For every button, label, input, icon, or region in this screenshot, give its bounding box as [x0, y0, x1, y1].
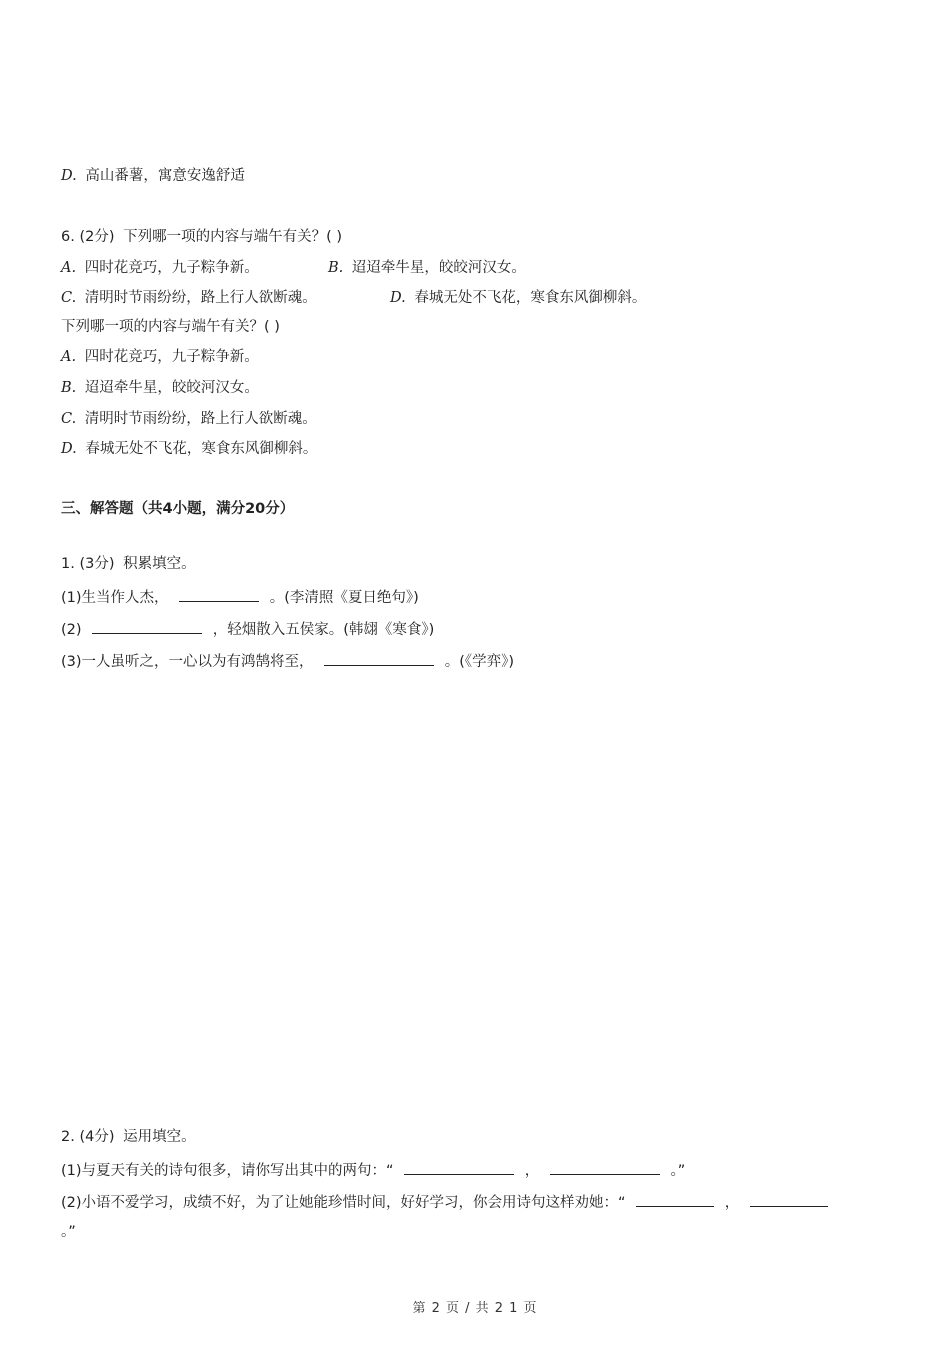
question-score: (3分): [79, 556, 115, 572]
item-separator: ，: [524, 1163, 540, 1179]
q6-list-option-c: [61, 409, 317, 429]
option-text: 高山番薯，寓意安逸舒适: [85, 168, 245, 184]
question-number: 6.: [61, 229, 75, 245]
q1-item-3: [61, 651, 514, 672]
q6-stem: [61, 227, 342, 247]
item-suffix: ，轻烟散入五侯家。(韩翃《寒食》): [212, 622, 435, 638]
option-letter: D.: [61, 441, 77, 457]
question-score: (4分): [79, 1129, 115, 1145]
answer-blank[interactable]: [92, 619, 202, 634]
answer-blank[interactable]: [404, 1160, 514, 1175]
option-letter: B.: [328, 260, 344, 276]
q6-option-c: [61, 288, 317, 308]
q6-option-b: [328, 258, 526, 278]
page-footer: 第 2 页 / 共 2 1 页: [412, 1301, 538, 1316]
answer-blank[interactable]: [179, 587, 259, 602]
option-text: 春城无处不飞花，寒食东风御柳斜。: [414, 290, 647, 306]
q6-list-option-a: [61, 347, 259, 367]
q1-stem: [61, 554, 196, 574]
q6-list-option-b: [61, 378, 259, 398]
q2-stem: [61, 1127, 196, 1147]
question-score: (2分): [79, 229, 115, 245]
item-prefix: (1)生当作人杰，: [61, 590, 169, 606]
option-text: 清明时节雨纷纷，路上行人欲断魂。: [84, 411, 317, 427]
option-letter: C.: [61, 290, 77, 306]
q1-item-1: [61, 587, 419, 608]
question-text: 运用填空。: [123, 1129, 196, 1145]
option-text: 迢迢牵牛星，皎皎河汉女。: [84, 380, 259, 396]
question-number: 2.: [61, 1129, 75, 1145]
option-text: 春城无处不飞花，寒食东风御柳斜。: [85, 441, 318, 457]
option-text: 四时花竞巧，九子粽争新。: [84, 260, 259, 276]
q2-item-2: [61, 1192, 834, 1213]
option-letter: B.: [61, 380, 77, 396]
item-prefix: (2)小语不爱学习，成绩不好，为了让她能珍惜时间，好好学习，你会用诗句这样劝她：“: [61, 1195, 626, 1211]
answer-blank[interactable]: [324, 651, 434, 666]
item-prefix: (2): [61, 622, 82, 638]
option-letter: D.: [390, 290, 406, 306]
question-text: 积累填空。: [123, 556, 196, 572]
item-suffix: 。(《学弈》): [444, 654, 515, 670]
item-end: 。”: [670, 1163, 686, 1179]
answer-blank[interactable]: [750, 1192, 828, 1207]
option-text: 四时花竞巧，九子粽争新。: [84, 349, 259, 365]
item-prefix: (3)一人虽听之，一心以为有鸿鹄将至，: [61, 654, 314, 670]
answer-blank[interactable]: [636, 1192, 714, 1207]
q2-item-1: [61, 1160, 685, 1181]
option-letter: A.: [61, 260, 77, 276]
item-prefix: (1)与夏天有关的诗句很多，请你写出其中的两句：“: [61, 1163, 394, 1179]
answer-blank[interactable]: [550, 1160, 660, 1175]
option-text: 迢迢牵牛星，皎皎河汉女。: [351, 260, 526, 276]
option-text: 清明时节雨纷纷，路上行人欲断魂。: [84, 290, 317, 306]
question-text: 下列哪一项的内容与端午有关？( ): [123, 229, 343, 245]
option-letter: A.: [61, 349, 77, 365]
q6-option-a: [61, 258, 259, 278]
q6-list-option-d: [61, 439, 317, 459]
q1-item-2: [61, 619, 434, 640]
option-letter: C.: [61, 411, 77, 427]
q5-option-d: [61, 166, 245, 186]
item-suffix: 。(李清照《夏日绝句》): [269, 590, 419, 606]
item-separator: ，: [724, 1195, 740, 1211]
section-heading: 三、解答题（共4小题，满分20分）: [61, 501, 295, 517]
question-number: 1.: [61, 556, 75, 572]
option-letter: D.: [61, 168, 77, 184]
q2-item-2-end: 。”: [61, 1224, 76, 1240]
q6-stem-repeat: 下列哪一项的内容与端午有关？( ): [61, 319, 280, 335]
q6-option-d: [390, 288, 646, 308]
